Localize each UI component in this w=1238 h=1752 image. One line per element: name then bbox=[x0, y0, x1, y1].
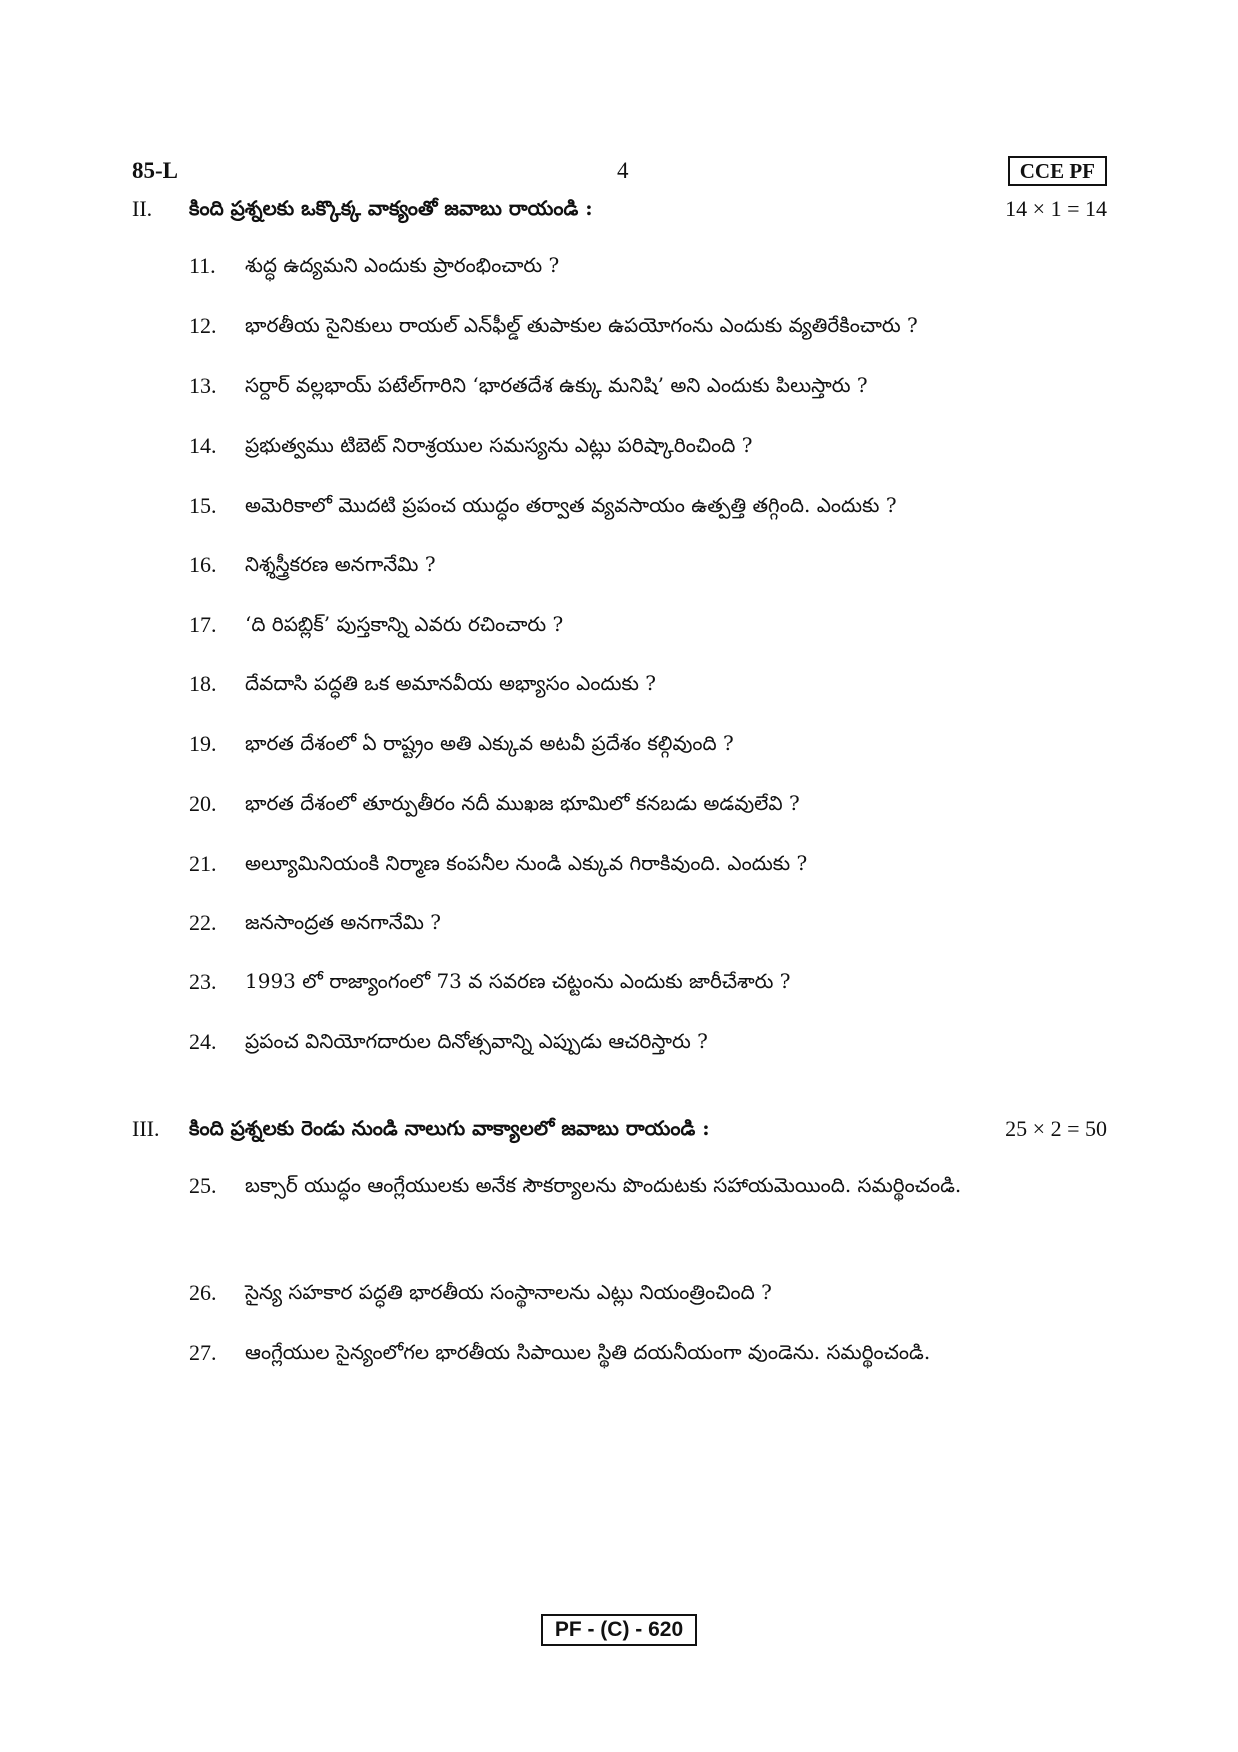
question-text: సైన్య సహకార పద్ధతి భారతీయ సంస్థానాలను ఎట్లు నియంత్రించింది ? bbox=[245, 1280, 772, 1304]
question bbox=[132, 546, 1107, 583]
question-number: 25. bbox=[189, 1173, 217, 1198]
question bbox=[132, 606, 1107, 643]
question-number: 27. bbox=[189, 1340, 217, 1365]
question-number: 26. bbox=[189, 1280, 217, 1305]
question bbox=[132, 1167, 1107, 1204]
question-text: బక్సార్ యుద్ధం ఆంగ్లేయులకు అనేక సౌకర్యాలను పొందుటకు సహాయమెయింది. సమర్థించండి. bbox=[245, 1173, 962, 1197]
question-number: 12. bbox=[189, 313, 217, 338]
question bbox=[132, 845, 1107, 882]
question-number: 17. bbox=[189, 612, 217, 637]
question-number: 24. bbox=[189, 1029, 217, 1054]
question-text: ఆంగ్లేయుల సైన్యంలోగల భారతీయ సిపాయిల స్థితి దయనీయంగా వుండెను. సమర్థించండి. bbox=[245, 1340, 931, 1364]
question-number: 11. bbox=[189, 253, 216, 278]
question-number: 13. bbox=[189, 373, 217, 398]
question-text: అల్యూమినియంకి నిర్మాణ కంపనీల నుండి ఎక్కువ గిరాకివుంది. ఎందుకు ? bbox=[245, 851, 808, 875]
question bbox=[132, 307, 1107, 344]
question bbox=[132, 785, 1107, 822]
question-text: ప్రభుత్వము టిబెట్ నిరాశ్రయుల సమస్యను ఎట్లు పరిష్కారించింది ? bbox=[245, 433, 753, 457]
question-number: 14. bbox=[189, 433, 217, 458]
question-text: శుద్ధ ఉద్యమని ఎందుకు ప్రారంభించారు ? bbox=[245, 253, 560, 277]
question-number: 23. bbox=[189, 969, 217, 994]
question bbox=[132, 367, 1107, 404]
page-number: 4 bbox=[617, 158, 629, 183]
section-number: III. bbox=[132, 1116, 160, 1141]
paper-code: 85-L bbox=[132, 158, 178, 183]
page-footer bbox=[0, 1614, 1238, 1646]
question-text: అమెరికాలో మొదటి ప్రపంచ యుద్ధం తర్వాత వ్యవసాయం ఉత్పత్తి తగ్గింది. ఎందుకు ? bbox=[245, 493, 897, 517]
section-marks: 25 × 2 = 50 bbox=[1005, 1116, 1107, 1141]
question-text: ‘ది రిపబ్లిక్’ పుస్తకాన్ని ఎవరు రచించారు ? bbox=[245, 612, 564, 636]
question-text: ప్రపంచ వినియోగదారుల దినోత్సవాన్ని ఎప్పుడు ఆచరిస్తారు ? bbox=[245, 1029, 708, 1053]
question-text: భారత దేశంలో తూర్పుతీరం నదీ ముఖజ భూమిలో కనబడు అడవులేవి ? bbox=[245, 791, 800, 815]
question-number: 21. bbox=[189, 851, 217, 876]
question-text: 1993 లో రాజ్యాంగంలో 73 వ సవరణ చట్టంను ఎందుకు జారీచేశారు ? bbox=[245, 969, 791, 993]
question bbox=[132, 247, 1107, 284]
page-header bbox=[132, 158, 1107, 188]
question-number: 19. bbox=[189, 731, 217, 756]
footer-code-box: PF - (C) - 620 bbox=[541, 1614, 697, 1646]
question bbox=[132, 665, 1107, 702]
question bbox=[132, 963, 1107, 1000]
question-text: జనసాంద్రత అనగానేమి ? bbox=[245, 910, 441, 934]
question-text: దేవదాసి పద్ధతి ఒక అమానవీయ అభ్యాసం ఎందుకు ? bbox=[245, 671, 656, 695]
section-three bbox=[132, 1116, 1107, 1150]
question bbox=[132, 1023, 1107, 1060]
exam-code-box: CCE PF bbox=[1008, 156, 1107, 186]
section-number: II. bbox=[132, 196, 153, 221]
section-instruction: కింది ప్రశ్నలకు రెండు నుండి నాలుగు వాక్యాలలో జవాబు రాయండి : bbox=[189, 1116, 710, 1140]
question-number: 18. bbox=[189, 671, 217, 696]
question-number: 20. bbox=[189, 791, 217, 816]
question bbox=[132, 725, 1107, 762]
question-text: సర్దార్ వల్లభాయ్ పటేల్‌గారిని ‘భారతదేశ ఉక్కు మనిషి’ అని ఎందుకు పిలుస్తారు ? bbox=[245, 373, 868, 397]
question-text: భారత దేశంలో ఏ రాష్ట్రం అతి ఎక్కువ అటవీ ప్రదేశం కల్గివుంది ? bbox=[245, 731, 734, 755]
question bbox=[132, 427, 1107, 464]
question-number: 16. bbox=[189, 552, 217, 577]
question bbox=[132, 487, 1107, 524]
question bbox=[132, 1274, 1107, 1311]
question-number: 15. bbox=[189, 493, 217, 518]
section-header bbox=[132, 1116, 1107, 1150]
question-number: 22. bbox=[189, 910, 217, 935]
section-header bbox=[132, 196, 1107, 230]
question-text: నిశ్శస్త్రీకరణ అనగానేమి ? bbox=[245, 552, 436, 576]
question bbox=[132, 904, 1107, 941]
question bbox=[132, 1334, 1107, 1371]
section-instruction: కింది ప్రశ్నలకు ఒక్కొక్క వాక్యంతో జవాబు రాయండి : bbox=[189, 196, 593, 220]
section-marks: 14 × 1 = 14 bbox=[1005, 196, 1107, 221]
section-two bbox=[132, 196, 1107, 230]
question-text: భారతీయ సైనికులు రాయల్ ఎన్‌ఫీల్డ్ తుపాకుల ఉపయోగంను ఎందుకు వ్యతిరేకించారు ? bbox=[245, 313, 918, 337]
